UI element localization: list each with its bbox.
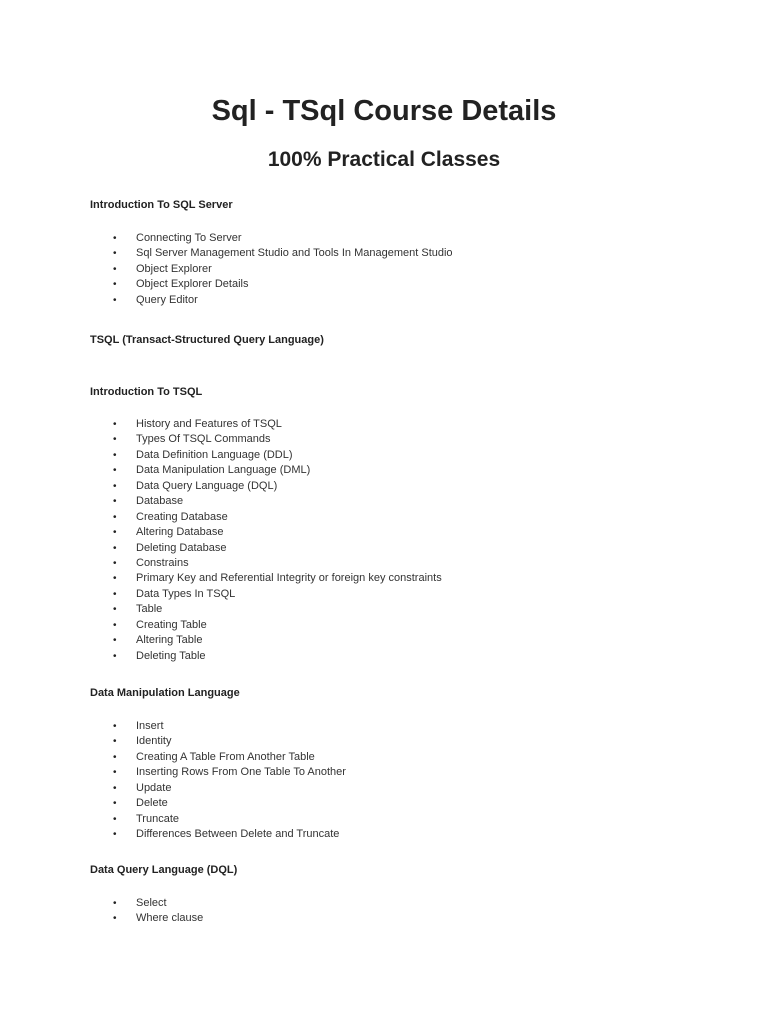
bullet-icon: • xyxy=(113,279,117,291)
bullet-icon: • xyxy=(113,480,117,492)
bullet-icon: • xyxy=(113,527,117,539)
page-title: Sql - TSql Course Details xyxy=(211,95,557,127)
bullet-icon: • xyxy=(113,434,117,446)
bullet-icon: • xyxy=(113,751,117,763)
bullet-icon: • xyxy=(113,449,117,461)
document-page: Sql - TSql Course Details 100% Practical Classes Introduction To SQL Server • Connecting To Server • Sql Server Management Studio and Tools In Management Studio • Object Explorer • Object Explorer Details • Query Editor TSQL (Transact-Structured Query Language) Introduction To TSQL • History and Features of TSQL • Types Of TSQL Commands • Data Definition Language (DDL) • Data Manipulation Language (DML) • Data Query Language (DQL) • Database • Creating Database • Altering Database • Deleting Database • Constrains • Primary Key and Referential Integrity or foreign key constraints • Data Types In TSQL • Table • Creating Table • Altering Table • Deleting Table Data Manipulation Language • Insert • Identity • Creating A Table From Another Table • Inserting Rows From One Table To Another • Update • Delete • Truncate • Differences Between Delete and Truncate Data Query Language (DQL) • Select • Where clause xyxy=(0,0,768,1024)
bullet-icon: • xyxy=(113,294,117,306)
bullet-icon: • xyxy=(113,465,117,477)
section-heading-intro-sql-server: Introduction To SQL Server xyxy=(90,199,233,211)
bullet-icon: • xyxy=(113,511,117,523)
bullet-icon: • xyxy=(113,736,117,748)
bullet-icon: • xyxy=(113,898,117,909)
bullet-icon: • xyxy=(113,829,117,841)
section-heading-dql: Data Query Language (DQL) xyxy=(90,864,238,876)
page-subtitle: 100% Practical Classes xyxy=(267,148,501,171)
bullet-icon: • xyxy=(113,721,117,732)
bullet-icon: • xyxy=(113,263,117,275)
bullet-icon: • xyxy=(113,913,117,925)
bullet-icon: • xyxy=(113,233,117,244)
section-heading-intro-tsql: Introduction To TSQL xyxy=(90,386,203,398)
bullet-icon: • xyxy=(113,782,117,794)
bullet-icon: • xyxy=(113,619,117,631)
bullet-icon: • xyxy=(113,496,117,508)
bullet-icon: • xyxy=(113,650,117,662)
bullet-icon: • xyxy=(113,557,117,569)
bullet-icon: • xyxy=(113,813,117,825)
bullet-icon: • xyxy=(113,542,117,554)
bullet-icon: • xyxy=(113,573,117,585)
section-heading-dml: Data Manipulation Language xyxy=(90,687,240,699)
bullet-icon: • xyxy=(113,635,117,647)
bullet-icon: • xyxy=(113,798,117,810)
bullet-icon: • xyxy=(113,248,117,260)
bullet-icon: • xyxy=(113,419,117,430)
bullet-icon: • xyxy=(113,604,117,616)
bullet-icon: • xyxy=(113,588,117,600)
bullet-icon: • xyxy=(113,767,117,779)
section-heading-tsql: TSQL (Transact-Structured Query Language) xyxy=(90,334,324,346)
